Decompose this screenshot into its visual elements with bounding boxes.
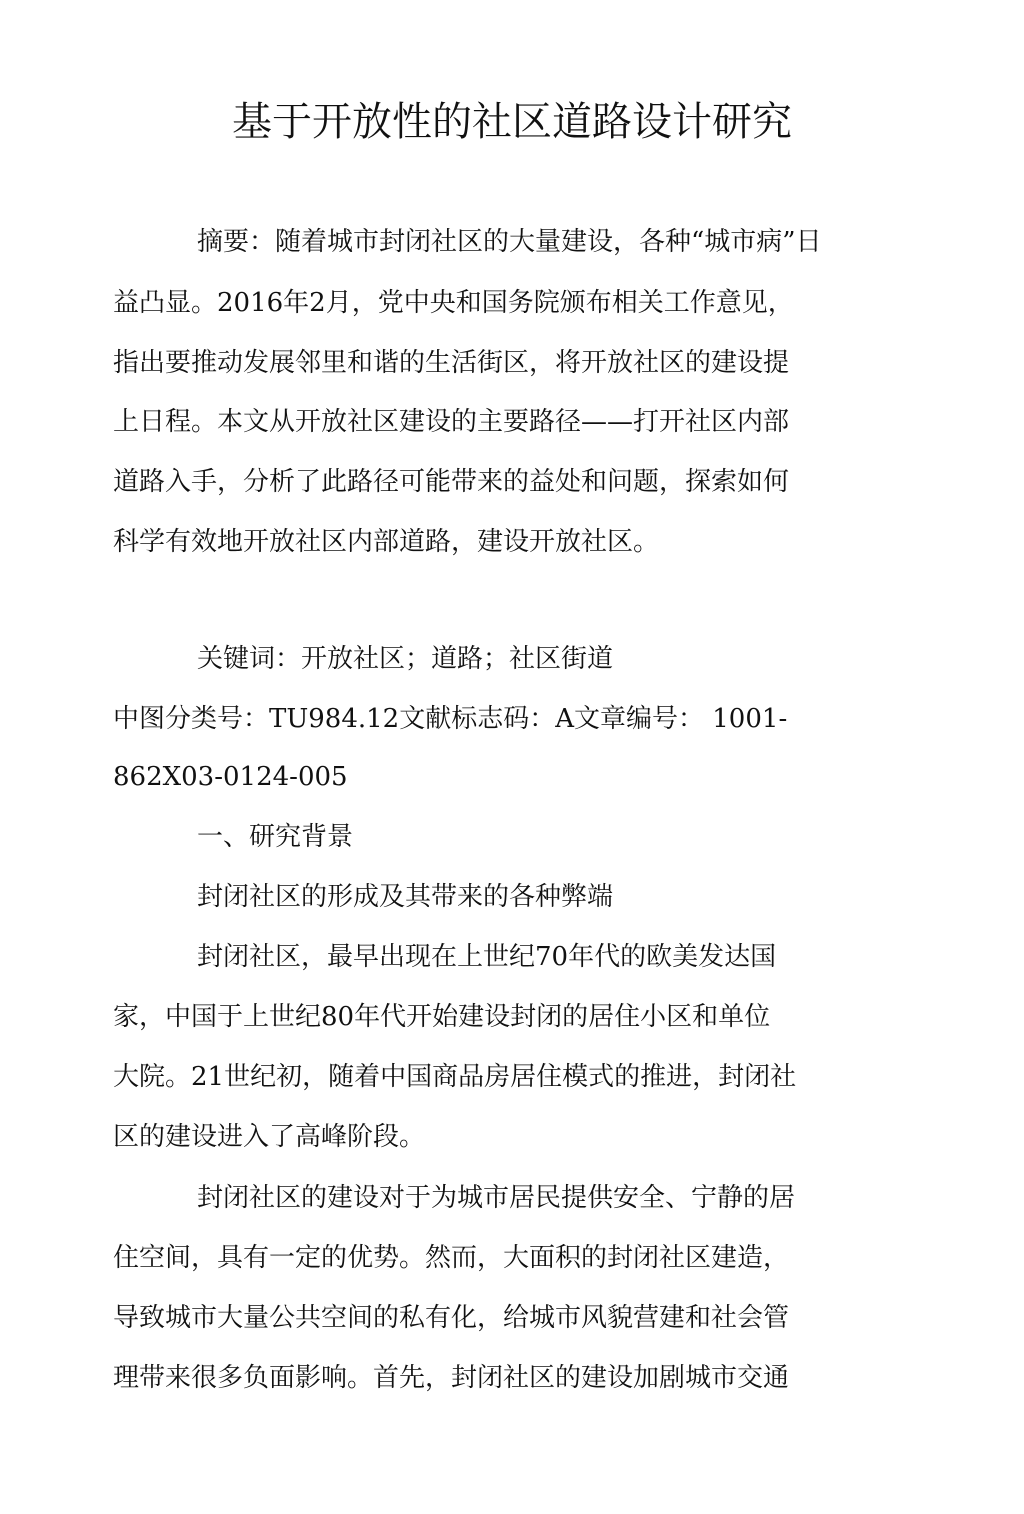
paragraph-line: 住空间，具有一定的优势。然而，大面积的封闭社区建造， bbox=[113, 1243, 790, 1273]
abstract-line: 科学有效地开放社区内部道路，建设开放社区。 bbox=[113, 527, 660, 557]
paragraph-line: 家，中国于上世纪80年代开始建设封闭的居住小区和单位 bbox=[113, 1002, 771, 1032]
classification-line: 862X03-0124-005 bbox=[113, 762, 348, 792]
abstract-line: 益凸显。2016年2月，党中央和国务院颁布相关工作意见， bbox=[113, 288, 794, 318]
section-subheading: 封闭社区的形成及其带来的各种弊端 bbox=[197, 882, 614, 912]
abstract-line: 道路入手，分析了此路径可能带来的益处和问题，探索如何 bbox=[113, 467, 790, 497]
abstract-line: 指出要推动发展邻里和谐的生活街区，将开放社区的建设提 bbox=[113, 348, 790, 378]
section-heading: 一、研究背景 bbox=[197, 822, 354, 852]
paragraph-line: 理带来很多负面影响。首先，封闭社区的建设加剧城市交通 bbox=[113, 1363, 790, 1393]
classification-line: 中图分类号：TU984.12文献标志码：A文章编号： 1001- bbox=[113, 704, 788, 734]
paragraph-line: 导致城市大量公共空间的私有化，给城市风貌营建和社会管 bbox=[113, 1303, 790, 1333]
paragraph-line: 大院。21世纪初，随着中国商品房居住模式的推进，封闭社 bbox=[113, 1062, 797, 1092]
document-title: 基于开放性的社区道路设计研究 bbox=[232, 99, 792, 145]
paragraph-line: 封闭社区，最早出现在上世纪70年代的欧美发达国 bbox=[197, 942, 777, 972]
abstract-line: 上日程。本文从开放社区建设的主要路径——打开社区内部 bbox=[113, 407, 790, 437]
keywords-line: 关键词：开放社区；道路；社区街道 bbox=[197, 644, 614, 674]
paragraph-line: 区的建设进入了高峰阶段。 bbox=[113, 1122, 426, 1152]
abstract-line: 摘要：随着城市封闭社区的大量建设，各种“城市病”日 bbox=[197, 227, 822, 257]
paragraph-line: 封闭社区的建设对于为城市居民提供安全、宁静的居 bbox=[197, 1183, 796, 1213]
